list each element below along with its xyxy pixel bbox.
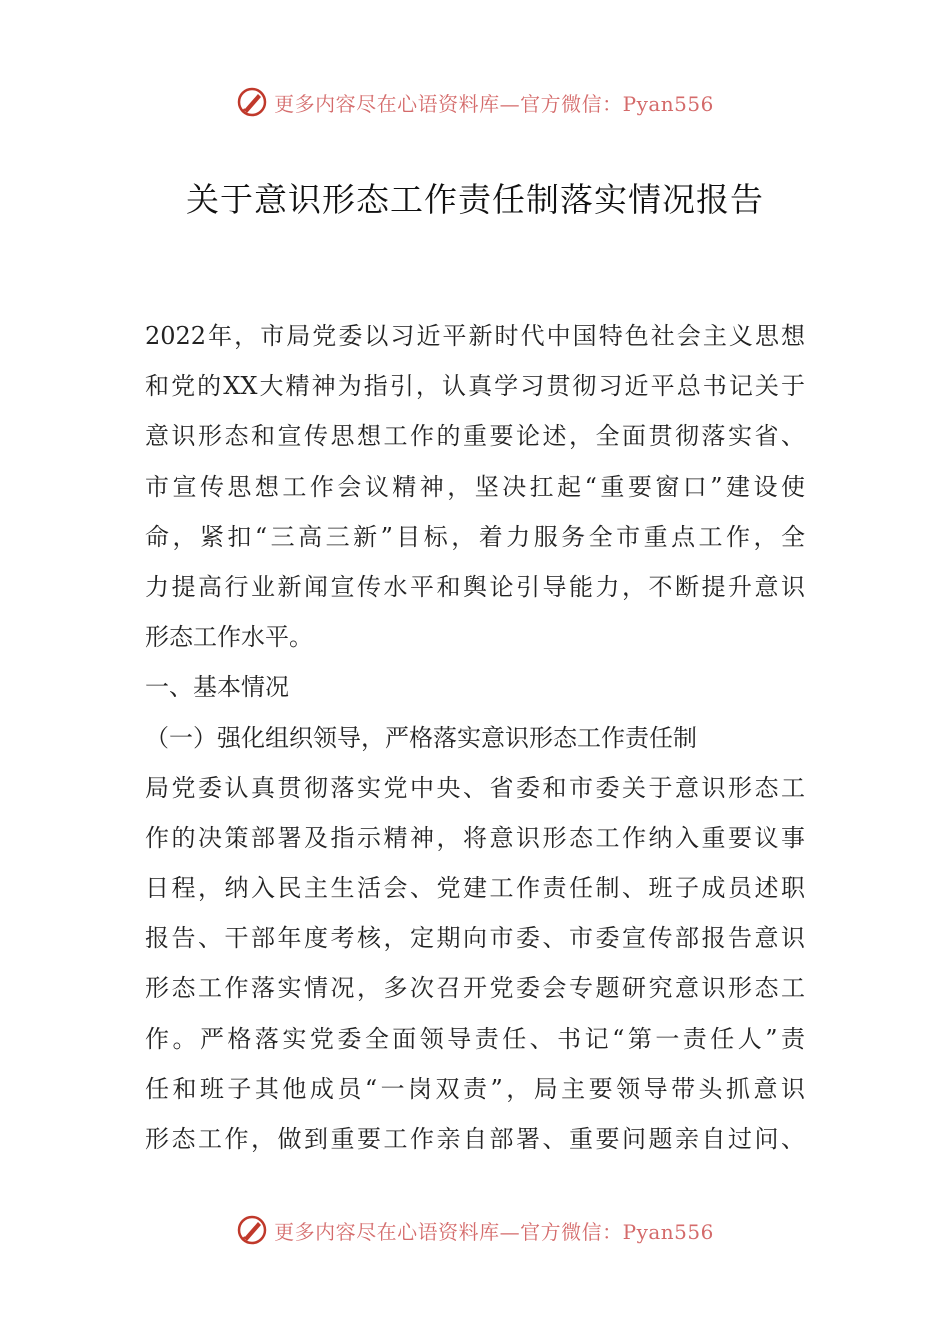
body-line: 任和班子其他成员“一岗双责”，局主要领导带头抓意识 <box>145 1074 805 1103</box>
body-line: 形态工作水平。 <box>145 623 313 652</box>
body-line: 和党的XX大精神为指引，认真学习贯彻习近平总书记关于 <box>145 372 805 401</box>
body-line: 形态工作，做到重要工作亲自部署、重要问题亲自过问、 <box>145 1125 805 1153</box>
body-line: 意识形态和宣传思想工作的重要论述，全面贯彻落实省、 <box>145 422 805 451</box>
body-line: 局党委认真贯彻落实党中央、省委和市委关于意识形态工 <box>145 773 805 802</box>
body-line: 形态工作落实情况，多次召开党委会专题研究意识形态工 <box>145 974 805 1003</box>
subsection-heading: （一）强化组织领导，严格落实意识形态工作责任制 <box>145 723 697 752</box>
body-line: 报告、干部年度考核，定期向市委、市委宣传部报告意识 <box>145 924 805 953</box>
document-title: 关于意识形态工作责任制落实情况报告 <box>186 180 764 219</box>
body-line: 作的决策部署及指示精神，将意识形态工作纳入重要议事 <box>145 823 805 852</box>
section-heading: 一、基本情况 <box>145 673 289 702</box>
document-body <box>145 311 805 1164</box>
body-line: 日程，纳入民主生活会、党建工作责任制、班子成员述职 <box>145 874 805 903</box>
header-banner <box>0 82 950 122</box>
body-line: 市宣传思想工作会议精神，坚决扛起“重要窗口”建设使 <box>145 472 805 501</box>
body-line: 2022年，市局党委以习近平新时代中国特色社会主义思想 <box>145 322 805 350</box>
footer-banner <box>0 1210 950 1250</box>
header-banner-text: 更多内容尽在心语资料库—官方微信：Pyan556 <box>274 91 714 116</box>
pen-logo-icon <box>236 1214 268 1246</box>
body-line: 力提高行业新闻宣传水平和舆论引导能力，不断提升意识 <box>145 572 805 601</box>
body-line: 作。严格落实党委全面领导责任、书记“第一责任人”责 <box>145 1024 805 1053</box>
pen-logo-icon <box>236 86 268 118</box>
body-line: 命，紧扣“三高三新”目标，着力服务全市重点工作，全 <box>145 522 805 551</box>
footer-banner-text: 更多内容尽在心语资料库—官方微信：Pyan556 <box>274 1219 714 1244</box>
